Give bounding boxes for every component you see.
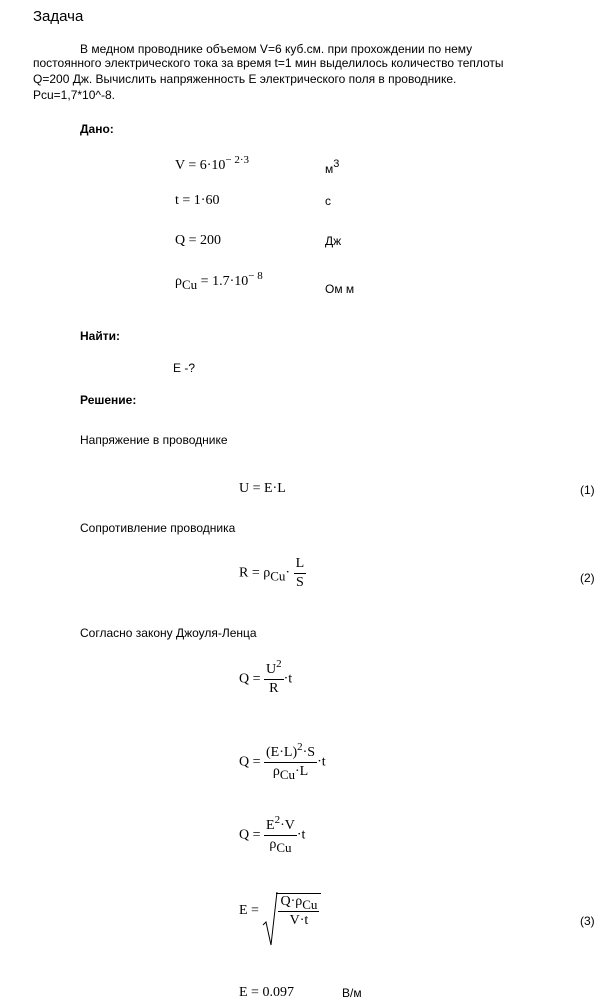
eq3a-fraction-denominator: R: [264, 679, 284, 697]
given-volume-unit: [325, 158, 340, 176]
equation-4-number: (3): [580, 914, 595, 928]
eq4-fraction: [278, 894, 319, 929]
eq2-fraction-denominator: S: [294, 573, 307, 591]
eq2-subscript: Cu: [270, 568, 286, 584]
eq4-fraction-denominator: V·t: [278, 911, 319, 929]
equation-3b: [239, 741, 326, 782]
equation-3c: [239, 814, 306, 855]
given-volume-unit-exp: 3: [333, 158, 340, 170]
rho-symbol: ρ: [175, 274, 182, 289]
solution-text-3: Согласно закону Джоуля-Ленца: [80, 626, 257, 640]
eq4-sqrt-body: [276, 893, 321, 929]
find-heading: Найти:: [80, 329, 120, 343]
eq4-lhs: E =: [239, 903, 259, 919]
eq3c-tail: ·t: [296, 827, 306, 843]
given-resistivity-rhs: = 1.7·10: [200, 274, 249, 289]
eq3a-tail: ·t: [283, 671, 293, 687]
eq2-fraction-numerator: L: [295, 556, 305, 571]
solution-text-2: Сопротивление проводника: [80, 521, 236, 535]
eq3c-lhs: Q =: [239, 827, 261, 843]
given-heading: Дано:: [80, 122, 114, 136]
eq3c-num-base: E: [266, 818, 275, 833]
eq2-fraction: [294, 556, 307, 591]
equation-2: [239, 556, 306, 591]
eq3c-fraction: [264, 814, 297, 855]
eq4-num-sub: Cu: [302, 897, 318, 912]
eq3a-fraction-numerator: [264, 658, 284, 679]
given-resistivity-unit: Ом м: [325, 282, 355, 296]
eq3a-fraction: [264, 658, 284, 697]
given-volume-exp: − 2·3: [225, 154, 250, 166]
eq3a-num-base: U: [266, 662, 277, 677]
task-line-3: Q=200 Дж. Вычислить напряженность Е электрического поля в проводнике.: [33, 72, 457, 86]
eq3b-fraction-numerator: [264, 741, 317, 762]
given-volume-unit-base: м: [325, 162, 334, 176]
eq3c-num-tail: ·V: [280, 818, 295, 833]
task-line-1: В медном проводнике объемом V=6 куб.см. при прохождении по нему: [80, 42, 473, 56]
solution-heading: Решение:: [80, 393, 137, 407]
eq4-fraction-numerator: [278, 894, 319, 911]
eq3c-den-base: ρ: [269, 837, 277, 852]
task-line-4: Рcu=1,7*10^-8.: [33, 88, 116, 102]
given-resistivity-exp: − 8: [248, 270, 263, 282]
eq3c-fraction-denominator: [264, 835, 297, 853]
rho-subscript: Cu: [182, 277, 198, 292]
eq2-lhs: R = ρ: [239, 565, 271, 581]
eq3b-num-tail: ·S: [302, 745, 316, 760]
given-resistivity: [175, 270, 263, 292]
eq3b-tail: ·t: [317, 754, 326, 770]
sqrt-icon: [262, 891, 278, 947]
given-volume: [175, 154, 250, 174]
eq4-sqrt: [262, 893, 321, 929]
eq3b-den-sub: Cu: [279, 767, 296, 782]
result-unit: В/м: [342, 986, 362, 1000]
eq3b-den-tail: ·L: [295, 764, 309, 779]
eq3a-lhs: Q =: [239, 671, 261, 687]
eq3b-den-base: ρ: [272, 764, 280, 779]
given-heat: Q = 200: [175, 233, 222, 248]
equation-3a: [239, 658, 293, 697]
given-time: t = 1·60: [175, 193, 220, 208]
solution-text-1: Напряжение в проводнике: [80, 433, 228, 447]
equation-4: [239, 893, 321, 929]
eq3b-fraction-denominator: [264, 762, 317, 780]
equation-1: U = E·L: [239, 481, 286, 496]
given-heat-unit: Дж: [325, 234, 342, 248]
eq3a-num-exp: 2: [276, 658, 282, 670]
eq4-num-base: Q·ρ: [280, 894, 303, 909]
find-value: E -?: [173, 361, 196, 375]
eq3c-num-exp: 2: [274, 814, 281, 826]
page-title: Задача: [33, 8, 84, 25]
equation-2-number: (2): [580, 571, 595, 585]
eq3c-den-sub: Cu: [276, 840, 292, 855]
eq3b-lhs: Q =: [239, 754, 261, 770]
eq2-dot: ·: [285, 565, 291, 581]
task-line-2: постоянного электрического тока за время t=1 мин выделилось количество теплоты: [33, 56, 504, 70]
result-expression: E = 0.097: [239, 985, 294, 1000]
eq3c-fraction-numerator: [264, 814, 297, 835]
given-volume-lhs: V = 6·10: [175, 158, 226, 173]
eq3b-num-exp: 2: [297, 741, 303, 753]
eq3b-fraction: [264, 741, 317, 782]
given-time-unit: с: [325, 194, 331, 208]
eq3b-num-base: (E·L): [266, 745, 298, 760]
equation-1-number: (1): [580, 483, 595, 497]
